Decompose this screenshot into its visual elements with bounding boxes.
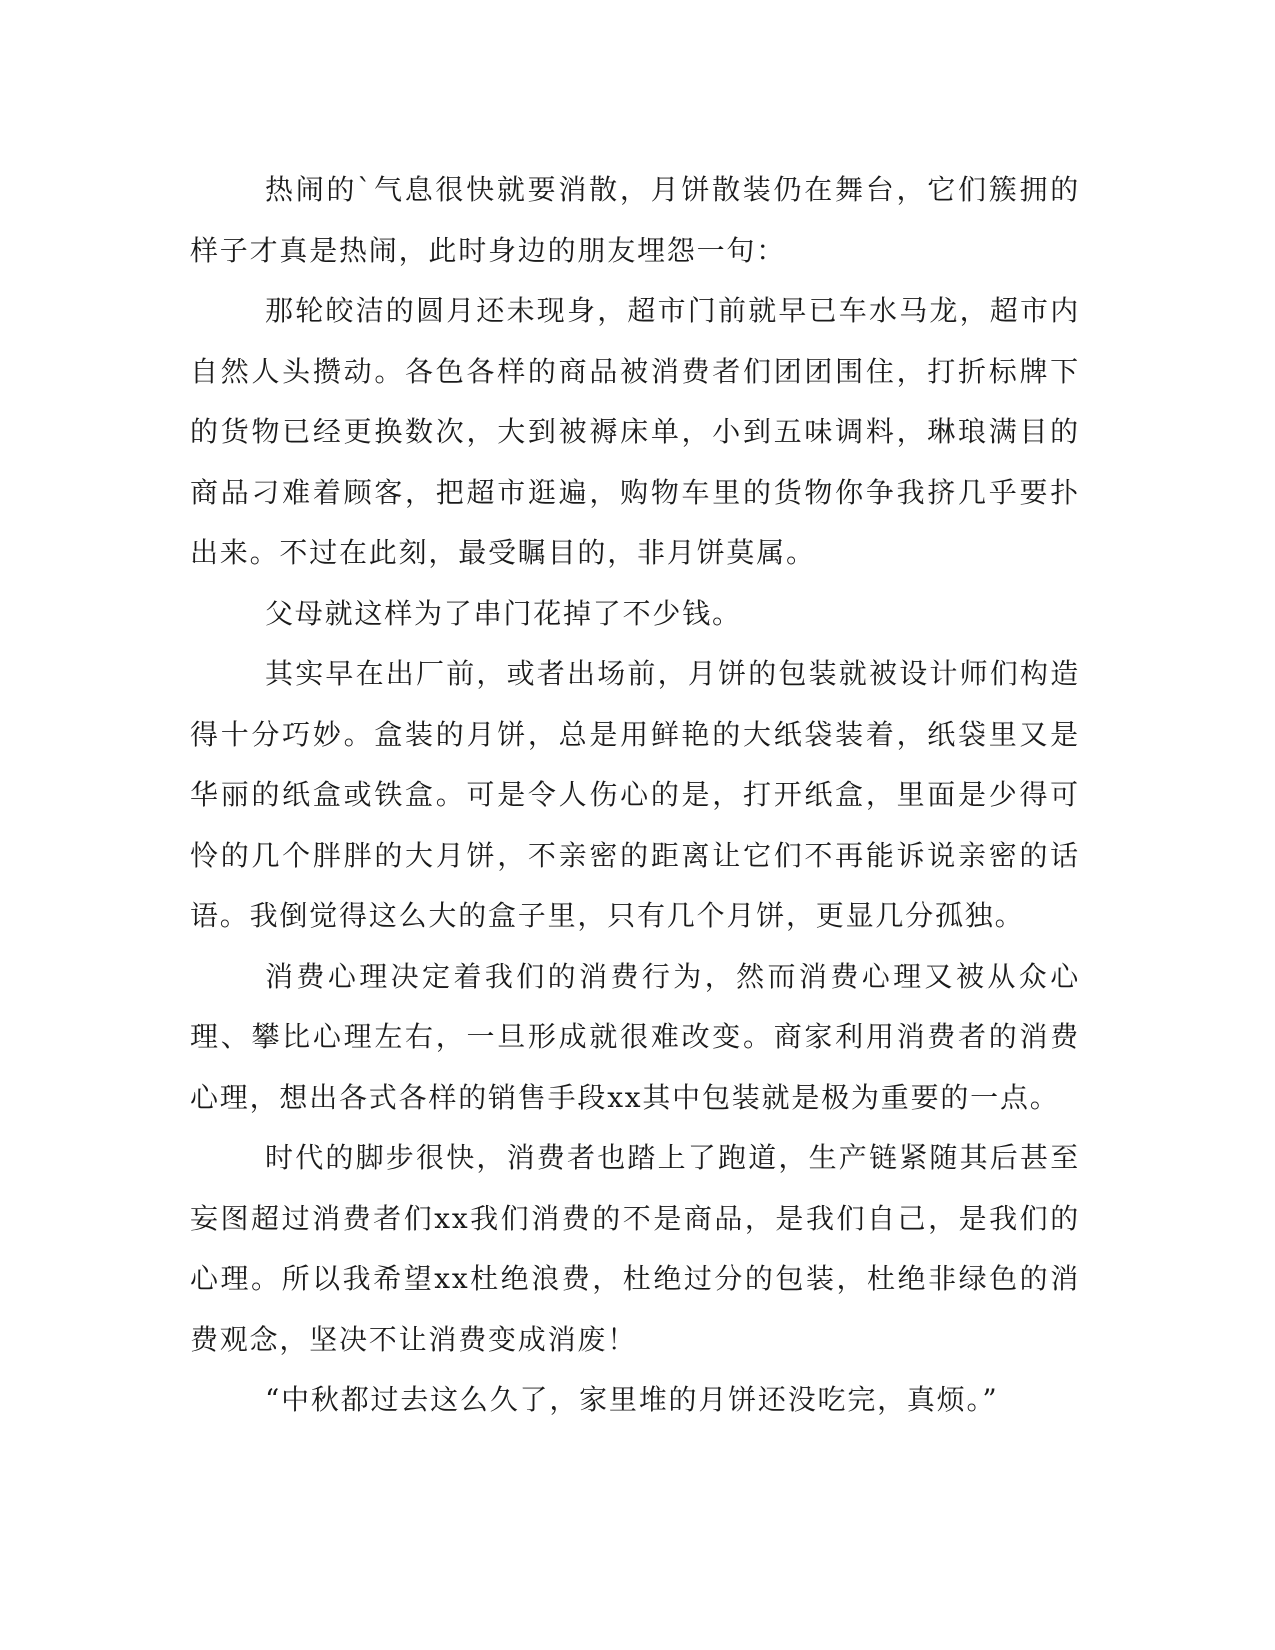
paragraph-2: 那轮皎洁的圆月还未现身，超市门前就早已车水马龙，超市内自然人头攒动。各色各样的商品被消费者们团团围住，打折标牌下的货物已经更换数次，大到被褥床单，小到五味调料，琳琅满目的商品刁难着顾客，把超市逛遍，购物车里的货物你争我挤几乎要扑出来。不过在此刻，最受瞩目的，非月饼莫属。: [190, 294, 1080, 569]
paragraph-3: 父母就这样为了串门花掉了不少钱。: [265, 596, 742, 630]
paragraph-6: 时代的脚步很快，消费者也踏上了跑道，生产链紧随其后甚至妄图超过消费者们xx我们消费的不是商品，是我们自己，是我们的心理。所以我希望xx杜绝浪费，杜绝过分的包装，杜绝非绿色的消费观念，坚决不让消费变成消废！: [190, 1141, 1080, 1356]
paragraph-4: 其实早在出厂前，或者出场前，月饼的包装就被设计师们构造得十分巧妙。盒装的月饼，总是用鲜艳的大纸袋装着，纸袋里又是华丽的纸盒或铁盒。可是令人伤心的是，打开纸盒，里面是少得可怜的几个胖胖的大月饼，不亲密的距离让它们不再能诉说亲密的话语。我倒觉得这么大的盒子里，只有几个月饼，更显几分孤独。: [190, 657, 1080, 932]
paragraph-1: 热闹的`气息很快就要消散，月饼散装仍在舞台，它们簇拥的样子才真是热闹，此时身边的朋友埋怨一句：: [190, 173, 1080, 267]
document-body: [190, 160, 1080, 1431]
paragraph-7: “中秋都过去这么久了，家里堆的月饼还没吃完，真烦。”: [265, 1383, 999, 1416]
paragraph-5: 消费心理决定着我们的消费行为，然而消费心理又被从众心理、攀比心理左右，一旦形成就很难改变。商家利用消费者的消费心理，想出各式各样的销售手段xx其中包装就是极为重要的一点。: [190, 959, 1080, 1114]
